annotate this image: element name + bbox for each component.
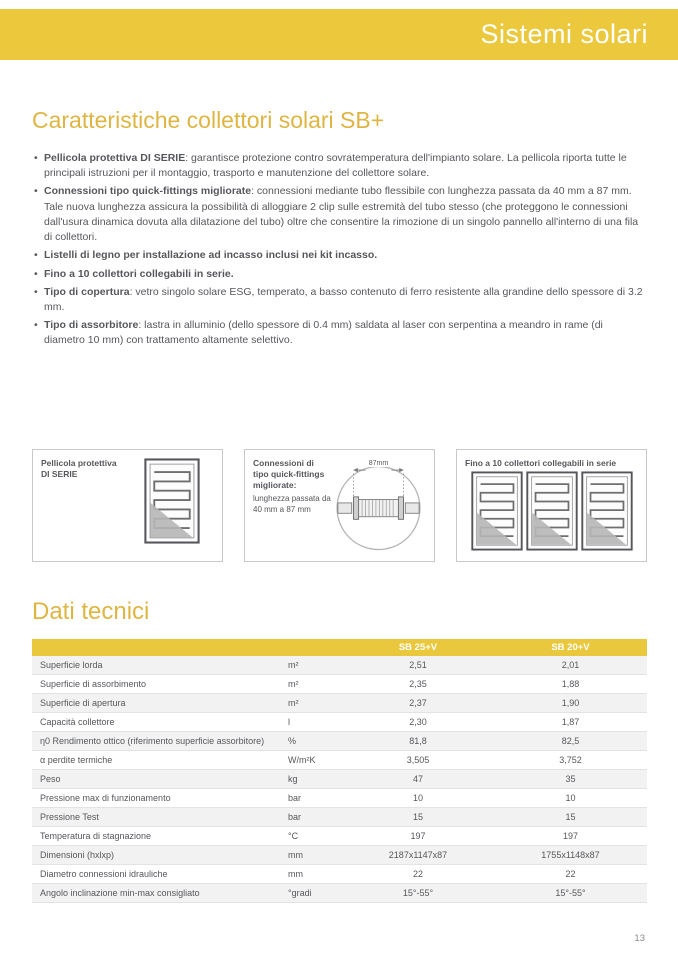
row-label: Peso <box>32 770 280 789</box>
row-label: Diametro connessioni idrauliche <box>32 865 280 884</box>
bullet-text: : garantisce protezione contro sovratemperatura dell'impianto solare. La pellicola riporta tutte le principali istruzioni per il montaggio, trasporto e manutenzione del collettore solare. <box>44 152 627 180</box>
collector-illustration <box>144 458 200 553</box>
feature-boxes <box>32 449 647 562</box>
row-unit: °gradi <box>280 884 342 903</box>
row-value-sb25: 2187x1147x87 <box>342 846 494 865</box>
row-value-sb25: 47 <box>342 770 494 789</box>
row-value-sb25: 3,505 <box>342 751 494 770</box>
column-header-unit <box>280 639 342 656</box>
column-header-sb20: SB 20+V <box>551 642 590 653</box>
table-row <box>32 865 647 884</box>
row-label: Dimensioni (hxlxp) <box>32 846 280 865</box>
feature-box-quickfit-title: Connessioni di tipo quick-fittings migliorate: <box>253 458 325 491</box>
feature-bullet-list <box>34 151 646 352</box>
row-value-sb20: 3,752 <box>494 751 647 770</box>
row-value-sb25: 22 <box>342 865 494 884</box>
table-row <box>32 808 647 827</box>
row-value-sb20: 1,87 <box>494 713 647 732</box>
row-label: α perdite termiche <box>32 751 280 770</box>
row-label: Superficie di apertura <box>32 694 280 713</box>
bullet-bold: Fino a 10 collettori collegabili in serie. <box>44 267 234 280</box>
row-value-sb20: 1755x1148x87 <box>494 846 647 865</box>
row-unit: m² <box>280 694 342 713</box>
row-label: η0 Rendimento ottico (riferimento superficie assorbitore) <box>32 732 280 751</box>
row-value-sb25: 2,35 <box>342 675 494 694</box>
table-row <box>32 770 647 789</box>
row-value-sb25: 15°-55° <box>342 884 494 903</box>
row-unit: mm <box>280 846 342 865</box>
row-unit: bar <box>280 789 342 808</box>
bullet-bold: Tipo di assorbitore <box>44 319 139 332</box>
table-row <box>32 713 647 732</box>
row-label: Pressione Test <box>32 808 280 827</box>
feature-box-quickfit-caption <box>253 458 331 553</box>
row-value-sb20: 15 <box>494 808 647 827</box>
collector-series-illustration <box>465 471 638 551</box>
row-value-sb20: 82,5 <box>494 732 647 751</box>
row-unit: °C <box>280 827 342 846</box>
row-value-sb25: 81,8 <box>342 732 494 751</box>
bullet-text: : connessioni mediante tubo flessibile con lunghezza passata da 40 mm a 87 mm. Tale nuova lunghezza assicura la possibilità di alloggiare 2 clip sulle estremità del tubo stesso (che proteggono le connessioni dall'usura dinamica dovuta alla dilatazione del tubo) oltre che consentire la rimozione di un singolo pannello all'interno di una fila di collettori. <box>44 185 639 244</box>
table-header-row <box>32 639 647 656</box>
row-value-sb20: 1,90 <box>494 694 647 713</box>
column-header-empty <box>32 639 280 656</box>
bullet-bold: Tipo di copertura <box>44 285 130 298</box>
row-value-sb25: 2,51 <box>342 656 494 675</box>
page-title: Caratteristiche collettori solari SB+ <box>32 107 385 133</box>
row-value-sb20: 22 <box>494 865 647 884</box>
feature-box-film-title-line1: Pellicola protettiva <box>41 458 117 468</box>
row-value-sb20: 15°-55° <box>494 884 647 903</box>
row-label: Temperatura di stagnazione <box>32 827 280 846</box>
quick-fitting-illustration <box>331 458 426 553</box>
row-value-sb20: 197 <box>494 827 647 846</box>
header-title: Sistemi solari <box>480 19 648 49</box>
row-value-sb20: 2,01 <box>494 656 647 675</box>
bullet-bold: Listelli di legno per installazione ad incasso inclusi nei kit incasso. <box>44 249 378 262</box>
table-row <box>32 732 647 751</box>
row-label: Pressione max di funzionamento <box>32 789 280 808</box>
bullet-text: : vetro singolo solare ESG, temperato, a basso contenuto di ferro resistente alla grandine dello spessore di 3.2 mm. <box>44 285 643 313</box>
row-value-sb20: 1,88 <box>494 675 647 694</box>
header-band <box>0 9 678 60</box>
row-label: Superficie di assorbimento <box>32 675 280 694</box>
row-label: Angolo inclinazione min-max consigliato <box>32 884 280 903</box>
row-unit: l <box>280 713 342 732</box>
row-value-sb25: 2,37 <box>342 694 494 713</box>
row-value-sb25: 197 <box>342 827 494 846</box>
table-row <box>32 846 647 865</box>
row-value-sb20: 35 <box>494 770 647 789</box>
table-row <box>32 827 647 846</box>
table-row <box>32 751 647 770</box>
column-header-sb25: SB 25+V <box>398 642 438 653</box>
bullet-text: : lastra in alluminio (dello spessore di 0.4 mm) saldata al laser con serpentina a meandro in rame (di diametro 10 mm) con trattamento altamente selettivo. <box>44 319 603 347</box>
feature-box-film-title-line2: DI SERIE <box>41 469 78 480</box>
row-unit: kg <box>280 770 342 789</box>
row-value-sb25: 10 <box>342 789 494 808</box>
row-label: Superficie lorda <box>32 656 280 675</box>
row-unit: m² <box>280 656 342 675</box>
technical-data-table <box>32 639 647 903</box>
feature-box-film-caption <box>41 458 125 553</box>
row-unit: % <box>280 732 342 751</box>
table-row <box>32 884 647 903</box>
bullet-bold: Pellicola protettiva DI SERIE <box>44 152 186 164</box>
row-value-sb20: 10 <box>494 789 647 808</box>
feature-box-series-title: Fino a 10 collettori collegabili in serie <box>465 458 617 468</box>
bullet-item <box>34 184 646 245</box>
feature-box-quickfit-subtitle: lunghezza passata da 40 mm a 87 mm <box>253 494 331 514</box>
row-value-sb25: 15 <box>342 808 494 827</box>
table-row <box>32 656 647 675</box>
bullet-item <box>34 267 646 282</box>
row-label: Capacità collettore <box>32 713 280 732</box>
bullet-item <box>34 285 646 315</box>
row-unit: m² <box>280 675 342 694</box>
feature-box-quickfit <box>244 449 435 562</box>
bullet-bold: Connessioni tipo quick-fittings migliorate <box>44 185 252 198</box>
dimension-label: 87mm <box>368 460 389 467</box>
table-row <box>32 675 647 694</box>
row-value-sb25: 2,30 <box>342 713 494 732</box>
feature-box-film <box>32 449 223 562</box>
table-row <box>32 789 647 808</box>
bullet-item <box>34 151 646 181</box>
row-unit: W/m²K <box>280 751 342 770</box>
bullet-item <box>34 318 646 348</box>
feature-box-series <box>456 449 647 562</box>
page-number: 13 <box>634 933 645 944</box>
row-unit: bar <box>280 808 342 827</box>
tech-section-title: Dati tecnici <box>32 598 150 625</box>
bullet-item <box>34 248 646 263</box>
table-row <box>32 694 647 713</box>
row-unit: mm <box>280 865 342 884</box>
